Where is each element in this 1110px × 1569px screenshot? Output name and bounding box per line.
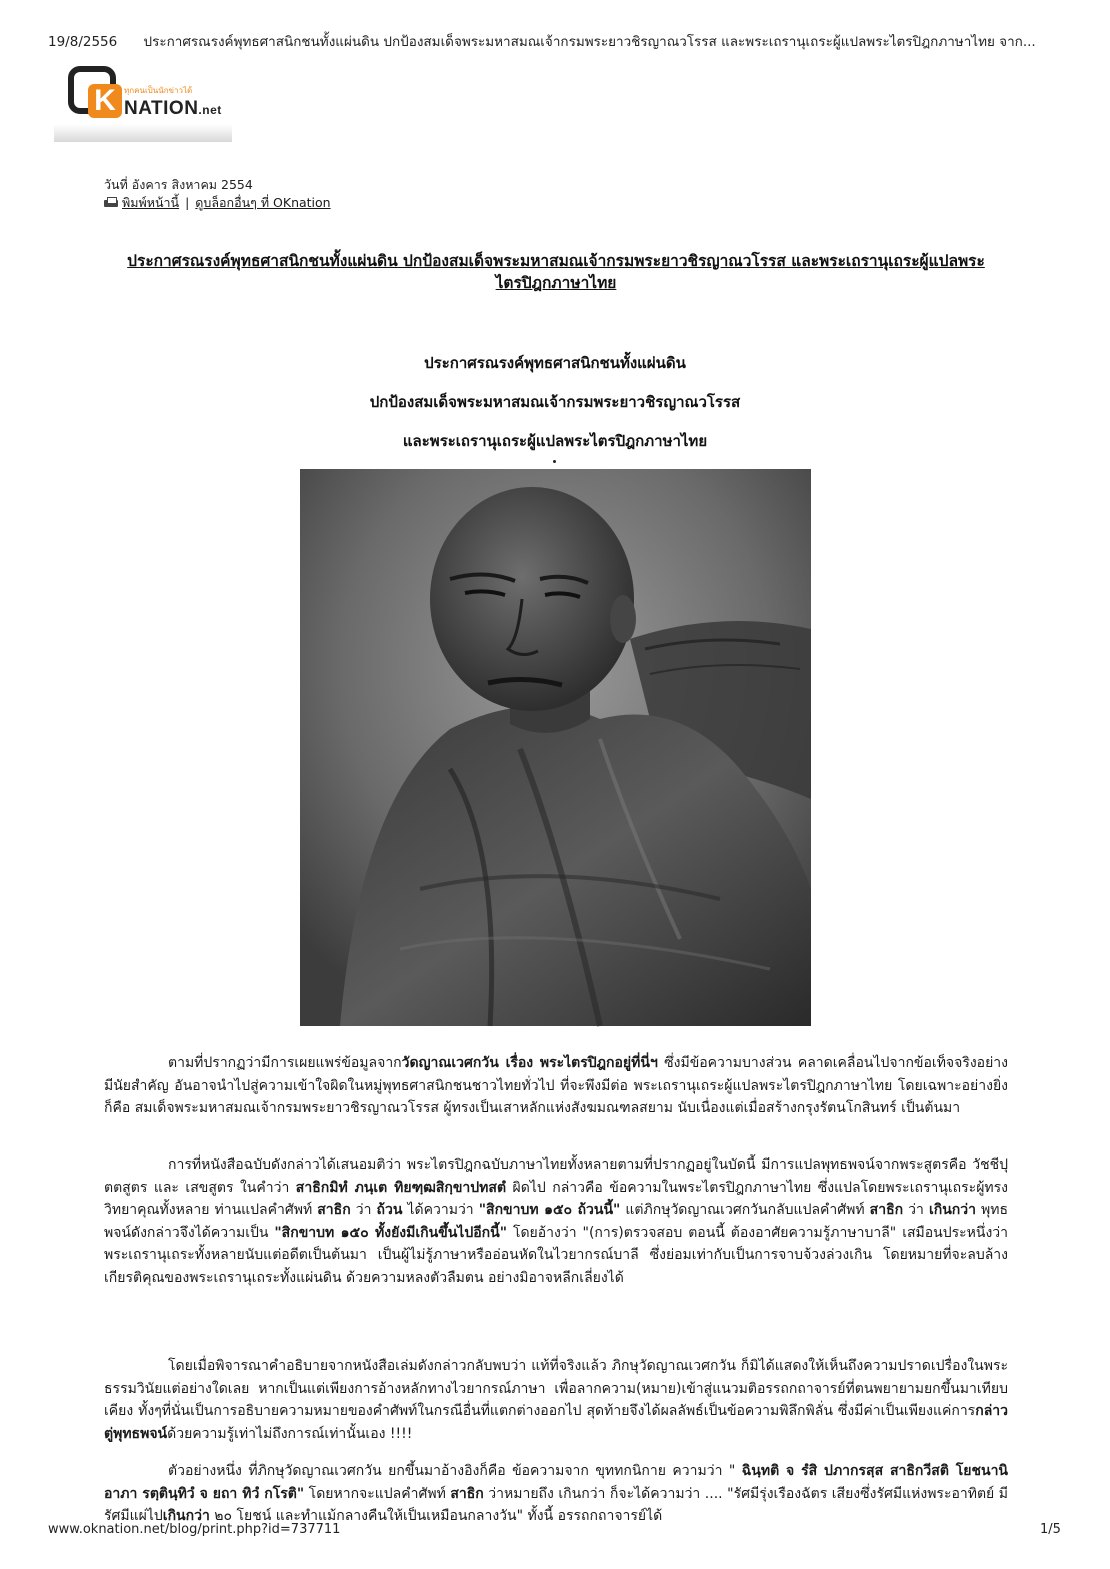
- print-page-link[interactable]: พิมพ์หน้านี้: [122, 195, 180, 210]
- logo-domain: .net: [198, 103, 222, 117]
- p1-bold-1: วัดญาณเวศกวัน เรื่อง พระไตรปิฎกอยู่ที่นี่ฯ: [401, 1055, 658, 1071]
- p2-bold-1: สาธิกมิทํ ภนฺเต ทิยฑฺฒสิกฺขาปทสตํ: [295, 1179, 507, 1196]
- article-title: ประกาศรณรงค์พุทธศาสนิกชนทั้งแผ่นดิน ปกป้องสมเด็จพระมหาสมณเจ้ากรมพระยาวชิรญาณวโรรส และพระเถรานุเถระผู้แปลพระไตรปิฎกภาษาไทย: [127, 252, 985, 292]
- paragraph-2: [104, 1154, 1008, 1289]
- print-date: 19/8/2556: [48, 34, 118, 50]
- p1-text-2: ซึ่งมีข้อความบางส่วน คลาดเคลื่อนไปจากข้อเท็จจริงอย่างมีนัยสำคัญ อันอาจนำไปสู่ความเข้าใจผิดในหมู่พุทธศาสนิกชนชาวไทยทั่วไป ที่จะพึงมีต่อ พระเถรานุเถระผู้แปลพระไตรปิฎกภาษาไทย โดยเฉพาะอย่างยิ่งก็คือ สมเด็จพระมหาสมณเจ้ากรมพระยาวชิรญาณวโรรส ผู้ทรงเป็นเสาหลักแห่งสังฆมณฑลสยาม นับเนื่องแต่เมื่อสร้างกรุงรัตนโกสินทร์ เป็นต้นมา: [104, 1055, 1008, 1116]
- p2-text-6: ว่า: [903, 1202, 929, 1218]
- subhead-2: ปกป้องสมเด็จพระมหาสมณเจ้ากรมพระยาวชิรญาณวโรรส: [369, 393, 741, 411]
- meta-separator: |: [185, 195, 190, 210]
- subhead-1: ประกาศรณรงค์พุทธศาสนิกชนทั้งแผ่นดิน: [424, 354, 686, 372]
- print-header: [48, 30, 1078, 52]
- p2-bold-5: สาธิก: [869, 1202, 904, 1218]
- p2-bold-4: "สิกขาบท ๑๕๐ ถ้วนนี้": [478, 1202, 621, 1218]
- monk-portrait-drawing: [300, 469, 811, 1026]
- p3-bold-1: กล่าวตู่พุทธพจน์: [104, 1403, 1008, 1442]
- p2-text-1: การที่หนังสือฉบับดังกล่าวได้เสนอมติว่า พระไตรปิฎกฉบับภาษาไทยทั้งหลายตามที่ปรากฏอยู่ในบัดนี้ มีการแปลพุทธพจน์จากพระสูตรคือ วัชชีปุตตสูตร และ เสขสูตร ในคำว่า: [104, 1157, 1008, 1196]
- other-blogs-link[interactable]: ดูบล็อกอื่นๆ ที่ OKnation: [195, 195, 331, 210]
- p2-bold-7: "สิกขาบท ๑๕๐ ทั้งยังมีเกินขึ้นไปอีกนี้": [274, 1224, 507, 1241]
- p4-text-1: ตัวอย่างหนึ่ง ที่ภิกษุวัดญาณเวศกวัน ยกขึ้นมาอ้างอิงก็คือ ข้อความจาก ขุททกนิกาย ความว่า ": [168, 1463, 742, 1479]
- p2-text-2: ผิดไป กล่าวคือ ข้อความในพระไตรปิฎกภาษาไทย ซึ่งแปลโดยพระเถรานุเถระผู้ทรงวิทยาคุณทั้งหลาย ท่านแปลคำศัพท์: [104, 1179, 1008, 1218]
- p4-text-4: ๒๐ โยชน์ และทำแม้กลางคืนให้เป็นเหมือนกลางวัน" ทั้งนี้ อรรถกถาจารย์ได้: [209, 1508, 663, 1524]
- p2-text-5: แต่ภิกษุวัดญาณเวศกวันกลับแปลคำศัพท์: [620, 1202, 870, 1218]
- p4-bold-1: ฉินฺทติ จ รํสิ ปภากรสฺส สาธิกวีสติ โยชนานิ อาภา รตฺตินฺทิวํ จ ยถา ทิวํ กโรติ": [104, 1463, 1008, 1502]
- footer-url: www.oknation.net/blog/print.php?id=737711: [48, 1522, 341, 1537]
- paragraph-1: [104, 1052, 1008, 1120]
- p2-bold-6: เกินกว่า: [928, 1202, 976, 1218]
- subhead-3: และพระเถรานุเถระผู้แปลพระไตรปิฎกภาษาไทย: [402, 432, 708, 450]
- paragraph-3: [104, 1355, 1008, 1445]
- p2-text-7: พุทธพจน์ดังกล่าวจึงได้ความเป็น: [104, 1202, 1009, 1241]
- p4-bold-3: เกินกว่า: [162, 1508, 210, 1524]
- p4-bold-2: สาธิก: [450, 1485, 484, 1502]
- posted-date: วันที่ อังคาร สิงหาคม 2554: [104, 177, 253, 192]
- post-meta: [104, 176, 331, 212]
- logo-tagline: ทุกคนเป็นนักข่าวได้: [124, 86, 193, 95]
- logo-wordmark: [124, 98, 222, 120]
- p2-text-8: โดยอ้างว่า "(การ)ตรวจสอบ ตอนนี้ ต้องอาศัยความรู้ภาษาบาลี" เสมือนประหนึ่งว่า พระเถรานุเถระทั้งหลายนับแต่อดีตเป็นต้นมา เป็นผู้ไม่รู้ภาษาหรืออ่อนหัดในไวยากรณ์บาลี ซึ่งย่อมเท่ากับเป็นการจาบจ้วงล่วงเกิน โดยหมายที่จะลบล้างเกียรติคุณของพระเถรานุเถระทั้งแผ่นดิน ด้วยความหลงตัวลืมตน อย่างมิอาจหลีกเลี่ยงได้: [104, 1224, 1009, 1286]
- p4-text-3: ว่าหมายถึง เกินกว่า ก็จะได้ความว่า .... "รัศมีรุ่งเรืองฉัตร เสียงซึ่งรัศมีแห่งพระอาทิตย์ มีรัศมีแผ่ไป: [104, 1485, 1008, 1524]
- p1-text-1: ตามที่ปรากฏว่ามีการเผยแพร่ข้อมูลจาก: [168, 1055, 402, 1071]
- oknation-logo[interactable]: [54, 62, 232, 142]
- printer-icon[interactable]: [104, 197, 118, 208]
- p2-bold-2: สาธิก: [317, 1202, 351, 1218]
- monk-portrait-photo: [300, 469, 811, 1026]
- print-doc-title: ประกาศรณรงค์พุทธศาสนิกชนทั้งแผ่นดิน ปกป้องสมเด็จพระมหาสมณเจ้ากรมพระยาวชิรญาณวโรรส และพระเถรานุเถระผู้แปลพระไตรปิฎกภาษาไทย จาก...: [143, 34, 1036, 50]
- logo-k-letter: K: [88, 84, 122, 118]
- decorative-dot: [553, 460, 556, 463]
- logo-wordmark-text: NATION: [124, 98, 199, 119]
- p2-text-3: ว่า: [350, 1202, 377, 1218]
- footer-page-number: 1/5: [1040, 1522, 1061, 1537]
- p3-text-2: ด้วยความรู้เท่าไม่ถึงการณ์เท่านั้นเอง !!!!: [167, 1425, 413, 1442]
- paragraph-4: [104, 1460, 1008, 1524]
- meta-links: [104, 194, 331, 212]
- p3-text-1: โดยเมื่อพิจารณาคำอธิบายจากหนังสือเล่มดังกล่าวกลับพบว่า แท้ที่จริงแล้ว ภิกษุวัดญาณเวศกวัน ก็มิได้แสดงให้เห็นถึงความปราดเปรื่องในพระธรรมวินัยแต่อย่างใดเลย หากเป็นแต่เพียงการอ้างหลักทางไวยากรณ์ภาษา เพื่อลากความ(หมาย)เข้าสู่แนวมติอรรถกถาจารย์ที่ตนพยายามยกขึ้นมาเทียบเคียง ทั้งๆที่นั่นเป็นการอธิบายความหมายของคำศัพท์ในกรณีอื่นที่แตกต่างออกไป สุดท้ายจึงได้ผลลัพธ์เป็นข้อความพิลึกพิลั่น ซึ่งมีค่าเป็นเพียงแค่การ: [104, 1358, 1008, 1419]
- p2-bold-3: ถ้วน: [376, 1202, 403, 1218]
- p4-text-2: โดยหากจะแปลคำศัพท์: [304, 1485, 451, 1502]
- p2-text-4: ได้ความว่า: [402, 1202, 479, 1218]
